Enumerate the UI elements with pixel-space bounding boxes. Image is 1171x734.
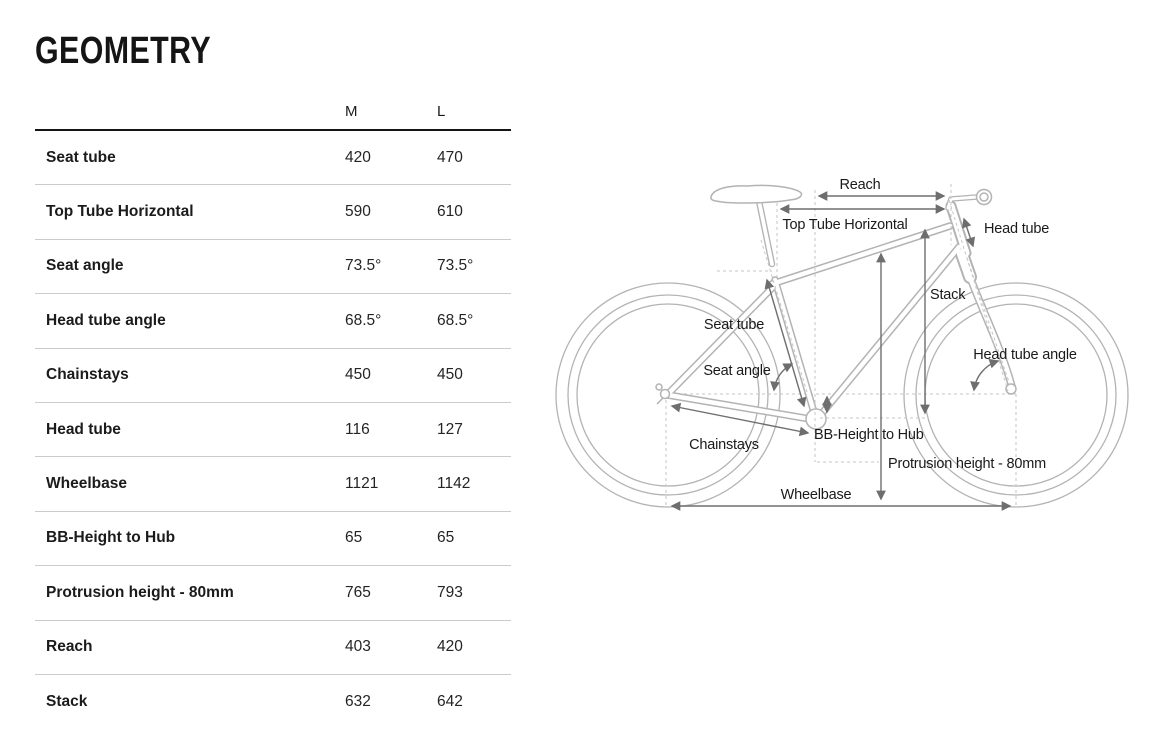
row-label: Wheelbase: [46, 475, 127, 493]
value-m: 420: [345, 148, 371, 166]
value-l: 642: [437, 692, 463, 710]
value-l: 450: [437, 366, 463, 384]
value-l: 65: [437, 529, 455, 547]
row-label: Head tube: [46, 420, 121, 438]
head-tube-angle-label: Head tube angle: [973, 347, 1077, 363]
value-l: 127: [437, 420, 463, 438]
value-l: 1142: [437, 475, 471, 493]
row-label: Reach: [46, 638, 93, 656]
row-label: Top Tube Horizontal: [46, 203, 194, 221]
column-header-l: L: [437, 103, 446, 120]
value-m: 590: [345, 203, 371, 221]
value-m: 632: [345, 692, 371, 710]
row-label: Seat tube: [46, 148, 116, 166]
value-l: 420: [437, 638, 463, 656]
page-title: GEOMETRY: [35, 30, 212, 72]
chainstays-label: Chainstays: [689, 437, 759, 453]
row-label: Stack: [46, 692, 88, 710]
value-l: 68.5°: [437, 311, 474, 329]
value-m: 116: [345, 420, 370, 438]
value-m: 765: [345, 583, 371, 601]
seat-tube-arrow: [767, 280, 804, 406]
value-l: 793: [437, 583, 463, 601]
value-m: 403: [345, 638, 371, 656]
seat-angle-label: Seat angle: [703, 363, 771, 379]
value-m: 73.5°: [345, 257, 382, 275]
row-label: BB-Height to Hub: [46, 529, 176, 547]
protrusion-height-label: Protrusion height - 80mm: [888, 456, 1046, 472]
value-m: 65: [345, 529, 363, 547]
stack-label: Stack: [930, 287, 966, 303]
seat-tube-label: Seat tube: [703, 317, 765, 333]
wheelbase-label: Wheelbase: [780, 487, 852, 503]
saddle: [711, 185, 802, 203]
row-label: Head tube angle: [46, 311, 166, 329]
bb-height-to-hub-label: BB-Height to Hub: [814, 427, 924, 443]
handlebar-grip: [977, 190, 992, 205]
row-label: Seat angle: [46, 257, 124, 275]
top-tube-horizontal-label: Top Tube Horizontal: [782, 217, 908, 233]
head-tube-angle-arc: [974, 361, 998, 390]
row-label: Chainstays: [46, 366, 129, 384]
rear-derailleur: [656, 384, 670, 404]
front-dropout: [1006, 384, 1016, 394]
bottom-bracket: [806, 409, 826, 429]
reach-label: Reach: [839, 177, 881, 193]
head-tube-label: Head tube: [984, 221, 1050, 237]
value-l: 610: [437, 203, 463, 221]
column-header-m: M: [345, 103, 358, 120]
value-l: 73.5°: [437, 257, 474, 275]
value-m: 1121: [345, 475, 379, 493]
value-m: 68.5°: [345, 311, 382, 329]
value-m: 450: [345, 366, 371, 384]
value-l: 470: [437, 148, 463, 166]
row-label: Protrusion height - 80mm: [46, 583, 234, 601]
